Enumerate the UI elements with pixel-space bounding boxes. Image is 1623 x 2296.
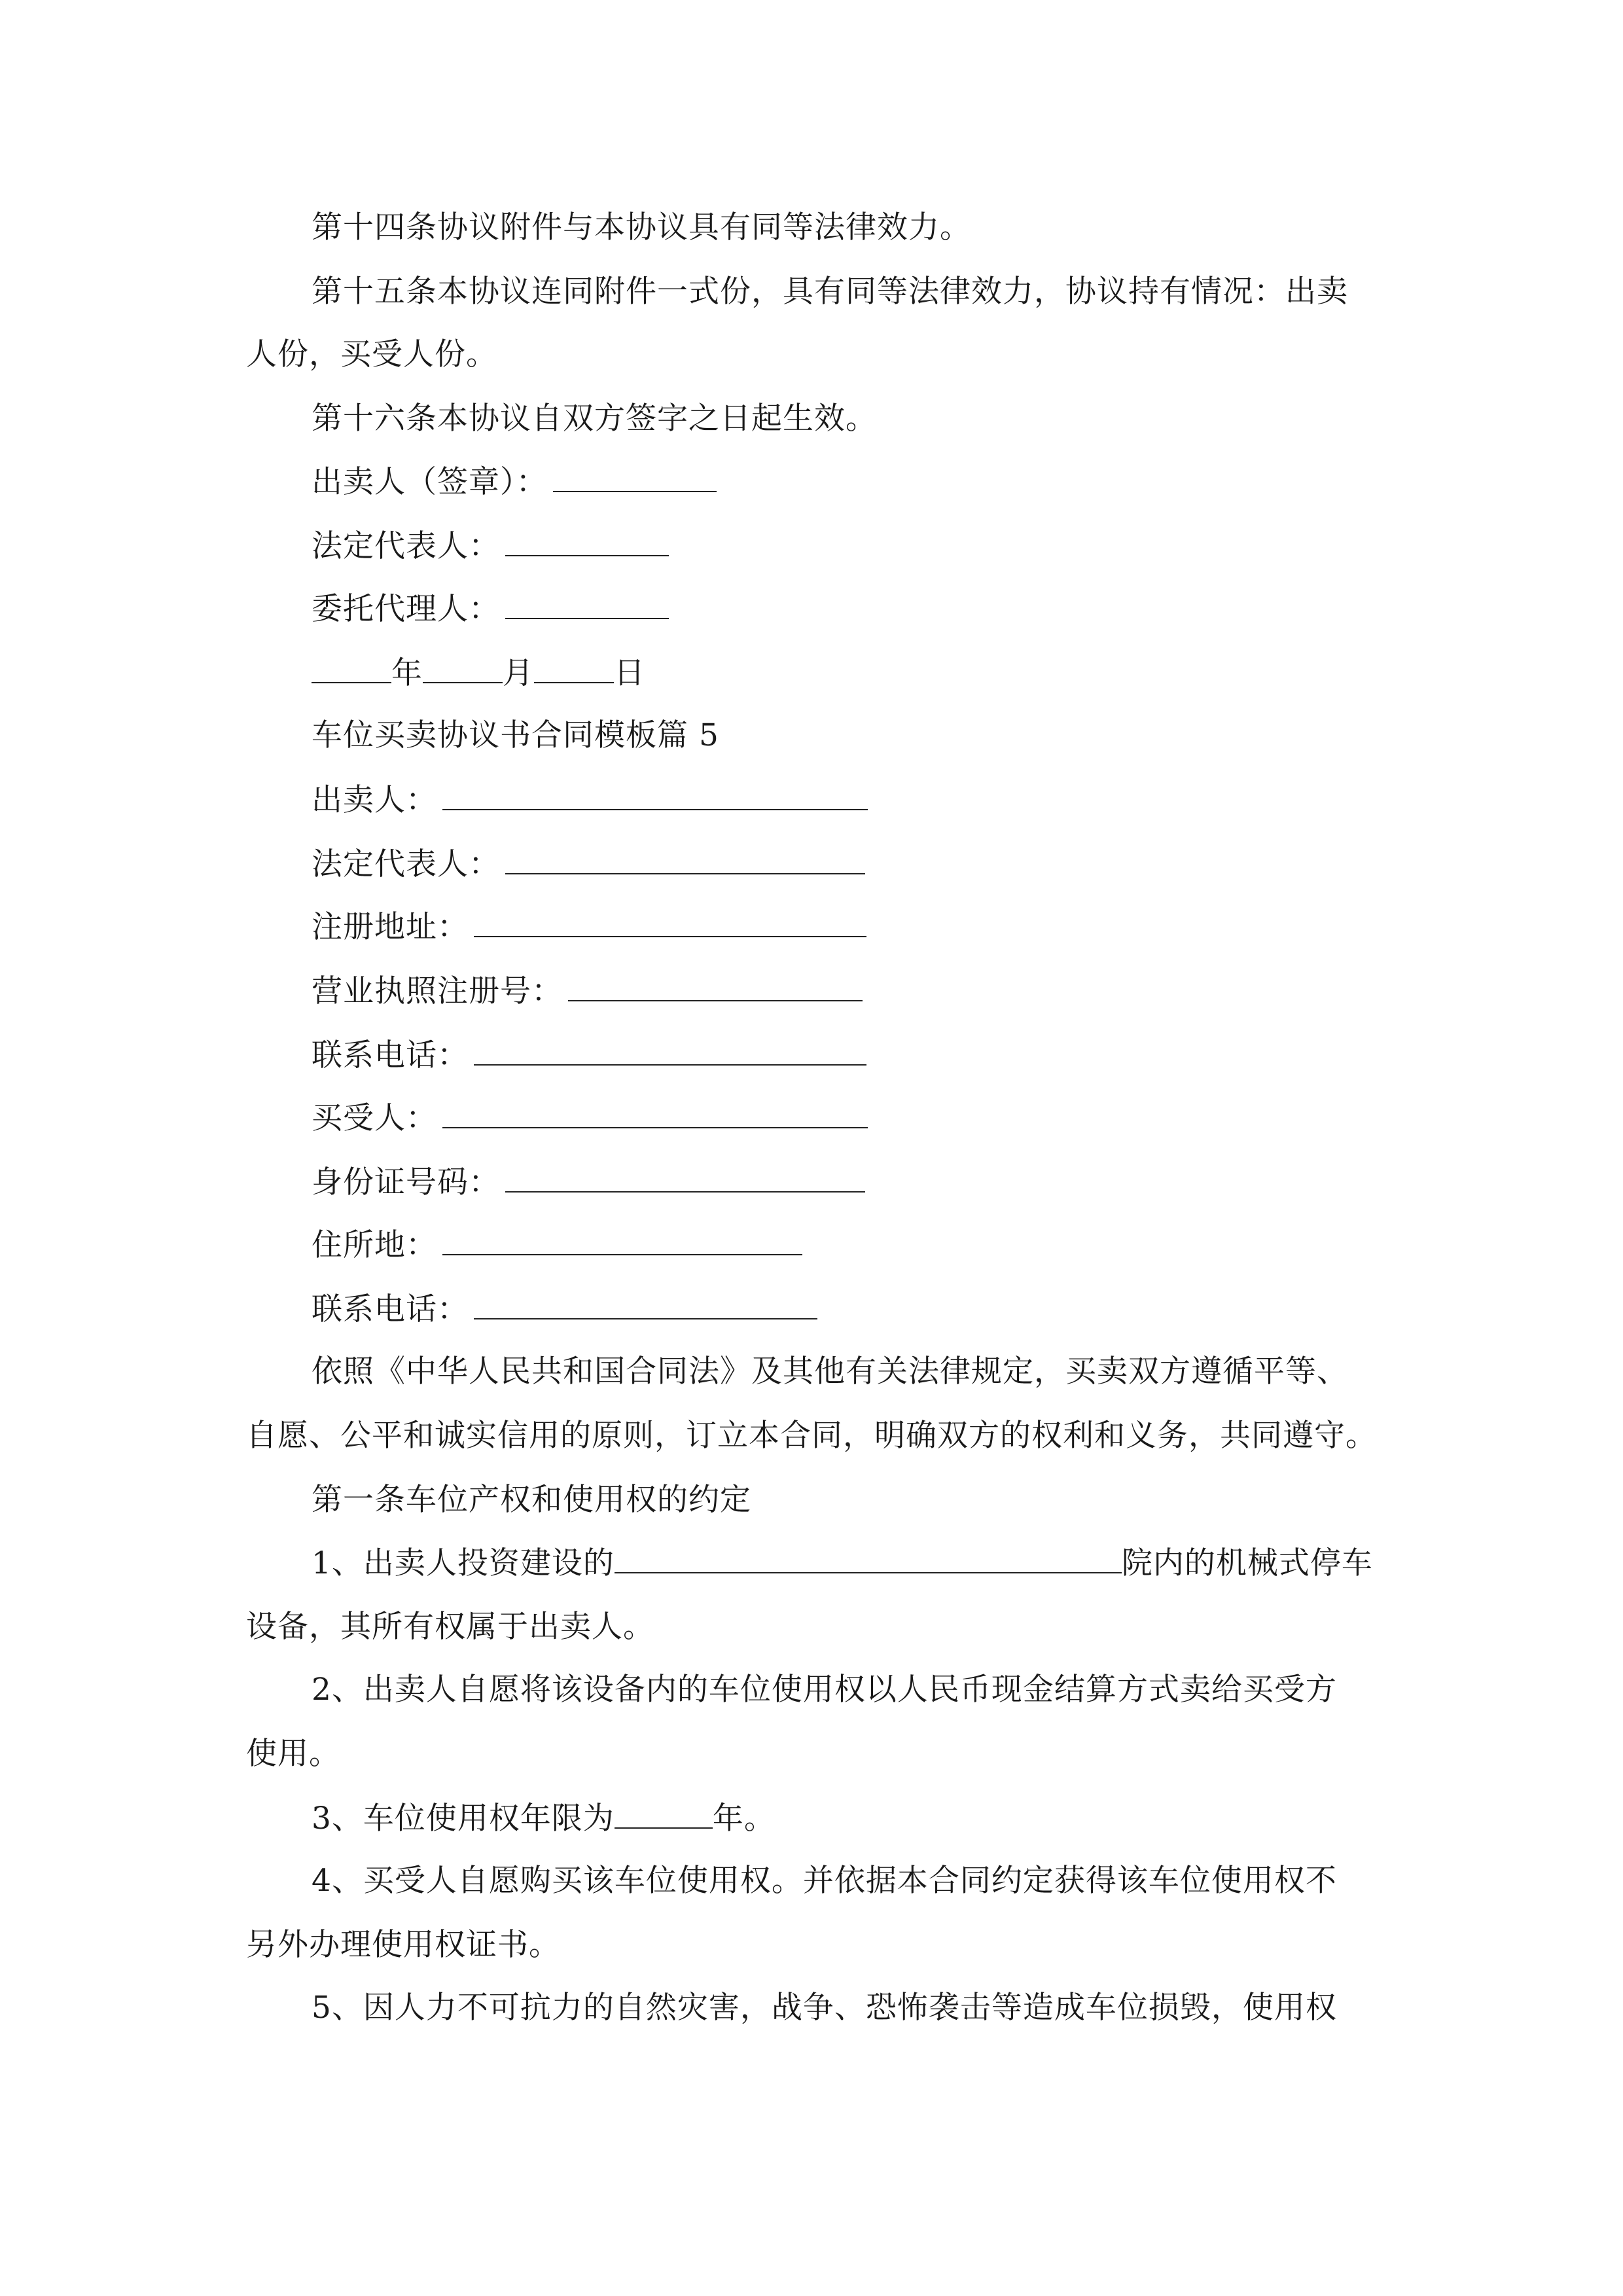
item-3-post: 年。 (712, 1801, 776, 1837)
date-row (312, 653, 645, 693)
item-3 (312, 1799, 776, 1839)
item-4-line1 (312, 1861, 1337, 1901)
buyer-phone-label: 联系电话： (312, 1291, 469, 1327)
agent-blank[interactable] (505, 589, 669, 619)
legal-rep-field-blank[interactable] (505, 844, 865, 874)
item-4-text-2: 另外办理使用权证书。 (246, 1927, 560, 1963)
article-16 (312, 399, 877, 439)
legal-rep-field-row (312, 844, 865, 884)
month-label: 月 (503, 655, 534, 691)
article-1-title (312, 1480, 751, 1520)
legal-rep-label: 法定代表人： (312, 528, 500, 564)
seller-label: 出卖人： (312, 782, 437, 818)
seller-blank[interactable] (442, 780, 868, 810)
day-label: 日 (614, 655, 645, 691)
id-blank[interactable] (505, 1162, 865, 1193)
residence-blank[interactable] (442, 1225, 802, 1255)
day-blank[interactable] (534, 653, 614, 683)
seller-phone-blank[interactable] (474, 1035, 866, 1066)
seller-row (312, 780, 868, 820)
article-14 (312, 208, 971, 247)
item-2-line1 (312, 1670, 1337, 1710)
intro-line2 (246, 1416, 1377, 1456)
item-4-text-1: 4、买受人自愿购买该车位使用权。并依据本合同约定获得该车位使用权不 (312, 1863, 1337, 1899)
item-1-line1 (312, 1543, 1373, 1583)
address-row (312, 907, 866, 947)
month-blank[interactable] (423, 653, 503, 683)
item-1-post: 院内的机械式停车 (1121, 1545, 1373, 1581)
article-15-text-1: 第十五条本协议连同附件一式份，具有同等法律效力，协议持有情况：出卖 (312, 274, 1348, 310)
item-4-line2 (246, 1926, 560, 1965)
buyer-label: 买受人： (312, 1100, 437, 1136)
item-1-blank[interactable] (615, 1543, 1122, 1573)
year-label: 年 (391, 655, 423, 691)
item-1-text-2: 设备，其所有权属于出卖人。 (246, 1609, 654, 1645)
article-1-title-text: 第一条车位产权和使用权的约定 (312, 1482, 751, 1518)
seller-phone-label: 联系电话： (312, 1037, 469, 1073)
residence-label: 住所地： (312, 1227, 437, 1263)
item-1-line2 (246, 1607, 654, 1647)
legal-rep-blank[interactable] (505, 526, 669, 556)
item-2-text-1: 2、出卖人自愿将该设备内的车位使用权以人民币现金结算方式卖给买受方 (312, 1672, 1337, 1708)
address-label: 注册地址： (312, 909, 469, 945)
seller-signature-label: 出卖人（签章）： (312, 464, 548, 500)
legal-rep-row (312, 526, 669, 566)
license-label: 营业执照注册号： (312, 973, 563, 1009)
article-15-text-2: 人份，买受人份。 (246, 336, 497, 372)
year-blank[interactable] (312, 653, 391, 683)
buyer-row (312, 1098, 868, 1138)
article-14-text: 第十四条协议附件与本协议具有同等法律效力。 (312, 209, 971, 245)
article-15-line2 (246, 335, 497, 374)
agent-row (312, 589, 669, 629)
seller-phone-row (312, 1035, 866, 1075)
intro-line1 (312, 1352, 1348, 1391)
id-label: 身份证号码： (312, 1164, 500, 1200)
seller-signature-blank[interactable] (553, 462, 717, 492)
item-3-blank[interactable] (615, 1799, 713, 1829)
buyer-phone-blank[interactable] (474, 1289, 817, 1319)
section-title (312, 716, 719, 755)
section-title-text: 车位买卖协议书合同模板篇 5 (312, 717, 719, 753)
item-5-text-1: 5、因人力不可抗力的自然灾害，战争、恐怖袭击等造成车位损毁，使用权 (312, 1990, 1337, 2026)
license-row (312, 971, 863, 1011)
agent-label: 委托代理人： (312, 591, 500, 627)
residence-row (312, 1225, 802, 1265)
item-2-line2 (246, 1734, 340, 1774)
item-2-text-2: 使用。 (246, 1736, 340, 1772)
item-5-line1 (312, 1988, 1337, 2028)
article-16-text: 第十六条本协议自双方签字之日起生效。 (312, 401, 877, 437)
intro-text-1: 依照《中华人民共和国合同法》及其他有关法律规定，买卖双方遵循平等、 (312, 1354, 1348, 1390)
seller-signature-row (312, 462, 717, 502)
item-3-pre: 3、车位使用权年限为 (312, 1801, 615, 1837)
intro-text-2: 自愿、公平和诚实信用的原则，订立本合同，明确双方的权利和义务，共同遵守。 (246, 1418, 1377, 1454)
item-1-pre: 1、出卖人投资建设的 (312, 1545, 615, 1581)
buyer-blank[interactable] (442, 1098, 868, 1128)
license-blank[interactable] (568, 971, 863, 1001)
buyer-phone-row (312, 1289, 817, 1329)
address-blank[interactable] (474, 907, 866, 937)
legal-rep-field-label: 法定代表人： (312, 846, 500, 882)
id-row (312, 1162, 865, 1202)
article-15-line1 (312, 272, 1348, 312)
